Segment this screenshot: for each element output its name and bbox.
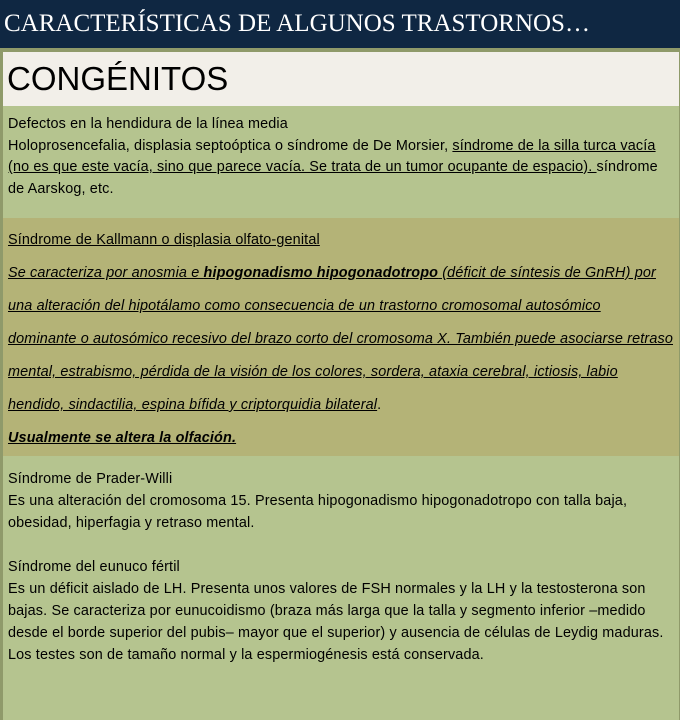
kallmann-text-start: Se caracteriza por anosmia e [8,265,204,281]
kallmann-conclusion: Usualmente se altera la olfación. [8,430,237,446]
kallmann-text-end: . [377,397,382,413]
slide-title: CARACTERÍSTICAS DE ALGUNOS TRASTORNOS… [0,0,680,48]
prader-willi-text: Es una alteración del cromosoma 15. Presenta hipogonadismo hipogonadotropo con talla baja, obesidad, hiperfagia y retraso mental. [8,493,628,531]
panel-midline-defects [3,106,679,218]
section-heading: CONGÉNITOS [3,52,679,106]
midline-defects-text-end: síndrome de Aarskog, etc. [8,159,658,197]
panel-prader-willi-eunuco [3,456,679,720]
midline-defects-subtitle: Defectos en la hendidura de la línea media [8,116,288,132]
spacer [8,534,673,556]
kallmann-text-bold: hipogonadismo hipogonadotropo [203,265,439,281]
panel-kallmann [3,218,679,456]
empty-sella-text: síndrome de la silla turca vacía (no es que este vacía, sino que parece vacía. Se trata de un tumor ocupante de espacio). [8,137,656,175]
eunuco-subtitle: Síndrome del eunuco fértil [8,559,180,575]
kallmann-text-body: (déficit de síntesis de GnRH) por una alteración del hipotálamo como consecuencia de un trastorno cromosomal autosómico dominante o autosómico recesivo del brazo corto del cromosoma X. También puede asociarse retraso mental, estrabismo, pérdida de la visión de los colores, sordera, ataxia cerebral, ictiosis, labio hendido, sindactilia, espina bífida y criptorquidia bilateral [8,265,673,413]
midline-defects-text: Holoprosencefalia, displasia septoóptica o síndrome de De Morsier, [8,137,453,154]
eunuco-text: Es un déficit aislado de LH. Presenta unos valores de FSH normales y la LH y la testosterona son bajas. Se caracteriza por eunucoidismo (braza más larga que la talla y segmento inferior –medido desde el borde superior del pubis– mayor que el superior) y ausencia de células de Leydig maduras. Los testes son de tamaño normal y la espermiogénesis está conservada. [8,581,664,663]
kallmann-subtitle: Síndrome de Kallmann o displasia olfato-genital [8,232,320,248]
prader-willi-subtitle: Síndrome de Prader-Willi [8,471,173,487]
